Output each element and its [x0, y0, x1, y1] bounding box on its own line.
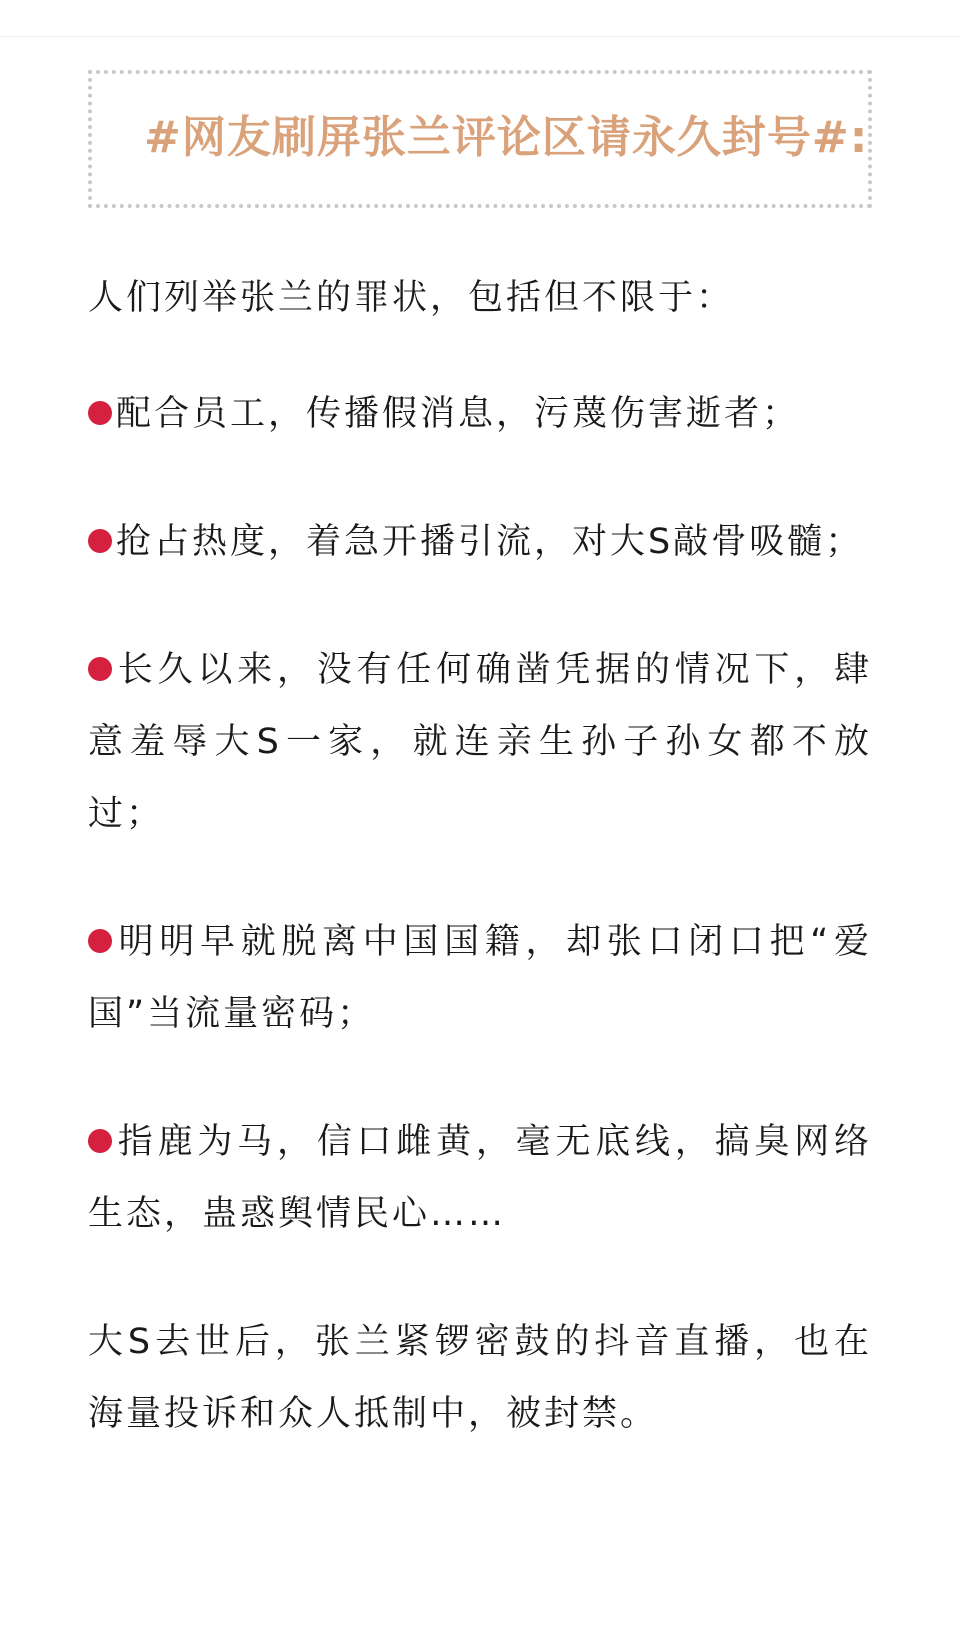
bullet-text: 指鹿为马，信口雌黄，毫无底线，搞臭网络生态，蛊惑舆情民心…… [88, 1122, 872, 1234]
red-dot-icon [88, 657, 112, 681]
red-dot-icon [88, 401, 112, 425]
top-divider [0, 36, 960, 37]
bullet-item-4 [88, 906, 872, 1050]
intro-paragraph: 人们列举张兰的罪状，包括但不限于： [88, 278, 735, 318]
red-dot-icon [88, 1129, 112, 1153]
hashtag-banner[interactable] [88, 70, 872, 208]
article-body [88, 262, 872, 1450]
bullet-item-5 [88, 1106, 872, 1250]
bullet-item-3 [88, 634, 872, 850]
bullet-text: 配合员工，传播假消息，污蔑伤害逝者； [116, 394, 801, 434]
red-dot-icon [88, 929, 112, 953]
bullet-item-2 [88, 506, 872, 578]
bullet-item-1 [88, 378, 872, 450]
bullet-text: 长久以来，没有任何确凿凭据的情况下，肆意羞辱大S一家，就连亲生孙子孙女都不放过； [88, 650, 872, 834]
closing-paragraph: 大S去世后，张兰紧锣密鼓的抖音直播，也在海量投诉和众人抵制中，被封禁。 [88, 1322, 872, 1434]
bullet-text: 明明早就脱离中国国籍，却张口闭口把“爱国”当流量密码； [88, 922, 872, 1034]
red-dot-icon [88, 529, 112, 553]
bullet-text: 抢占热度，着急开播引流，对大S敲骨吸髓； [116, 522, 864, 562]
hashtag-text[interactable]: #网友刷屏张兰评论区请永久封号#: [144, 112, 869, 163]
